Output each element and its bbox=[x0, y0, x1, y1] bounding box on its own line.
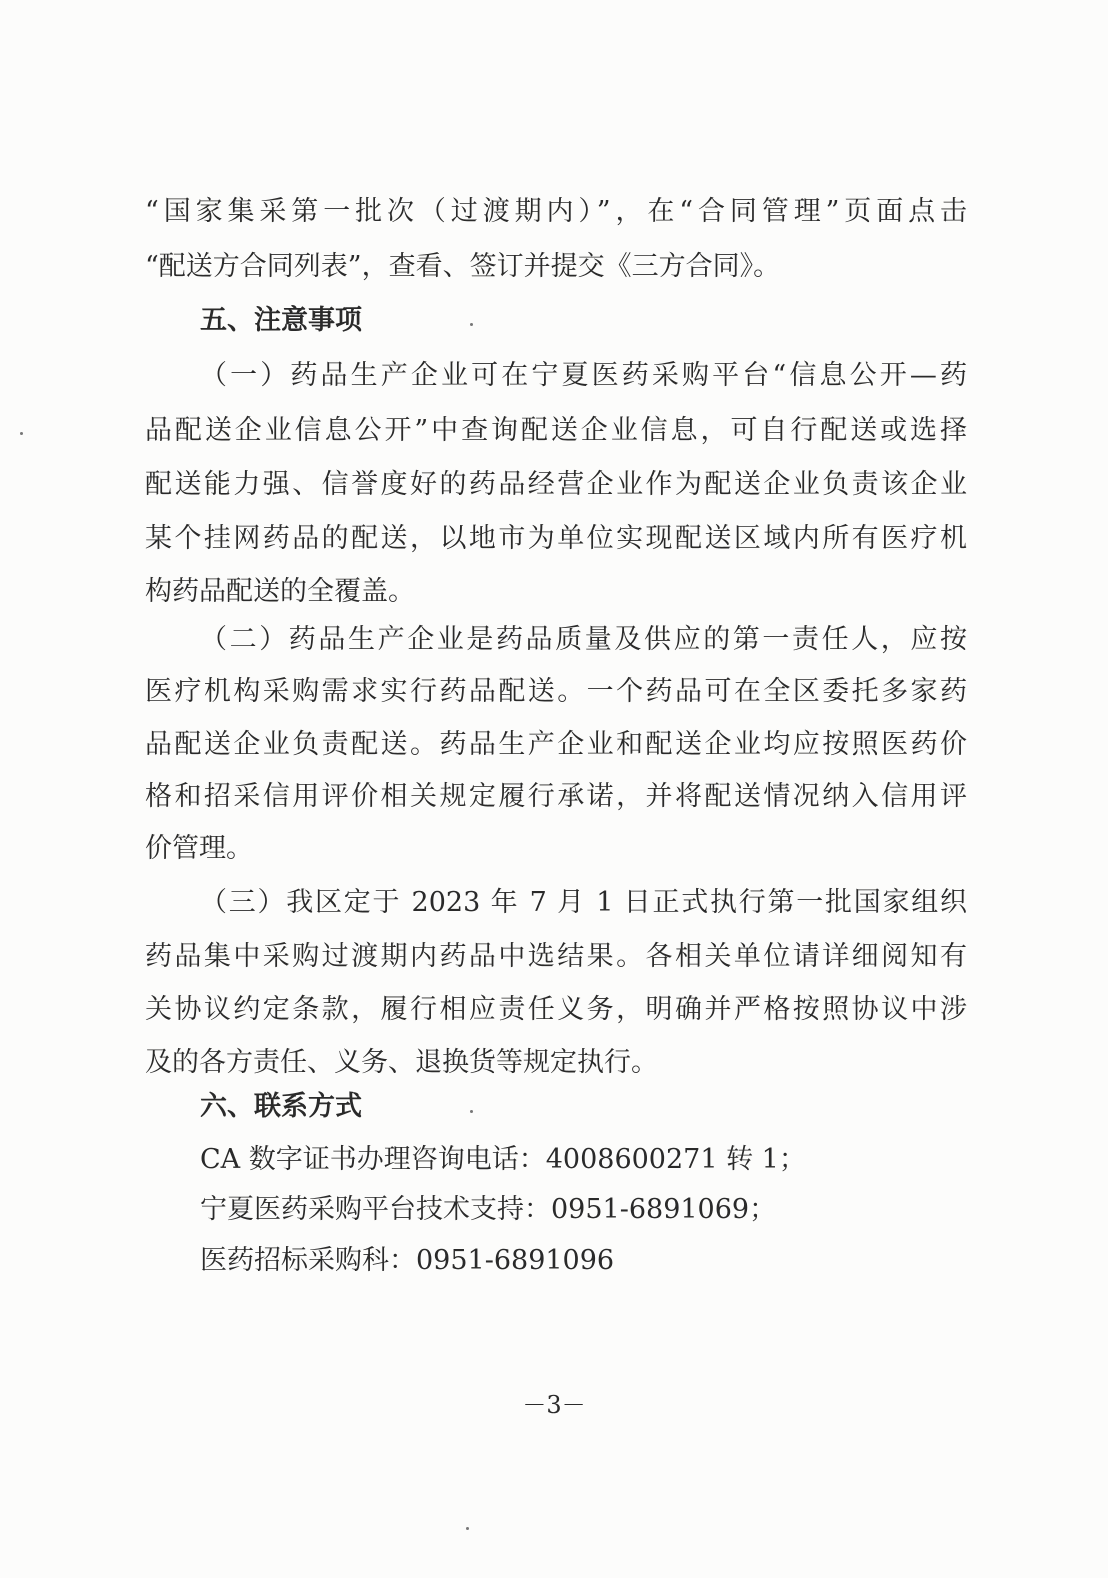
section-5-heading: 五、注意事项 bbox=[200, 305, 362, 336]
scan-speck bbox=[466, 1527, 469, 1530]
contact-tech-support: 宁夏医药采购平台技术支持：0951-6891069； bbox=[200, 1194, 777, 1225]
section-5-para3-line-2: 药品集中采购过渡期内药品中选结果。各相关单位请详细阅知有 bbox=[145, 941, 967, 972]
section-5-para2-line-1: （二）药品生产企业是药品质量及供应的第一责任人，应按 bbox=[200, 624, 967, 655]
section-5-para2-line-5: 价管理。 bbox=[145, 833, 253, 864]
section-5-para1-line-4: 某个挂网药品的配送，以地市为单位实现配送区域内所有医疗机 bbox=[145, 523, 967, 554]
contact-ca-certificate: CA 数字证书办理咨询电话：4008600271 转 1； bbox=[200, 1144, 806, 1175]
section-5-para1-line-2: 品配送企业信息公开”中查询配送企业信息，可自行配送或选择 bbox=[145, 415, 967, 446]
scan-speck bbox=[470, 1110, 473, 1113]
section-5-para3-line-4: 及的各方责任、义务、退换货等规定执行。 bbox=[145, 1047, 658, 1078]
section-5-para3-line-3: 关协议约定条款，履行相应责任义务，明确并严格按照协议中涉 bbox=[145, 994, 967, 1025]
intro-line-1: “国家集采第一批次（过渡期内）”，在“合同管理”页面点击 bbox=[145, 196, 967, 227]
section-5-para2-line-2: 医疗机构采购需求实行药品配送。一个药品可在全区委托多家药 bbox=[145, 676, 967, 707]
page-number: －3－ bbox=[522, 1391, 586, 1419]
section-6-heading: 六、联系方式 bbox=[200, 1091, 362, 1122]
intro-line-2: “配送方合同列表”，查看、签订并提交《三方合同》。 bbox=[145, 251, 781, 282]
section-5-para1-line-3: 配送能力强、信誉度好的药品经营企业作为配送企业负责该企业 bbox=[145, 469, 967, 500]
section-5-para1-line-5: 构药品配送的全覆盖。 bbox=[145, 576, 415, 607]
section-5-para2-line-4: 格和招采信用评价相关规定履行承诺，并将配送情况纳入信用评 bbox=[145, 781, 967, 812]
contact-procurement-dept: 医药招标采购科：0951-6891096 bbox=[200, 1245, 615, 1276]
section-5-para3-line-1: （三）我区定于 2023 年 7 月 1 日正式执行第一批国家组织 bbox=[200, 887, 967, 918]
scan-speck bbox=[20, 432, 23, 435]
scan-speck bbox=[470, 323, 473, 326]
section-5-para2-line-3: 品配送企业负责配送。药品生产企业和配送企业均应按照医药价 bbox=[145, 729, 967, 760]
section-5-para1-line-1: （一）药品生产企业可在宁夏医药采购平台“信息公开—药 bbox=[200, 360, 967, 391]
